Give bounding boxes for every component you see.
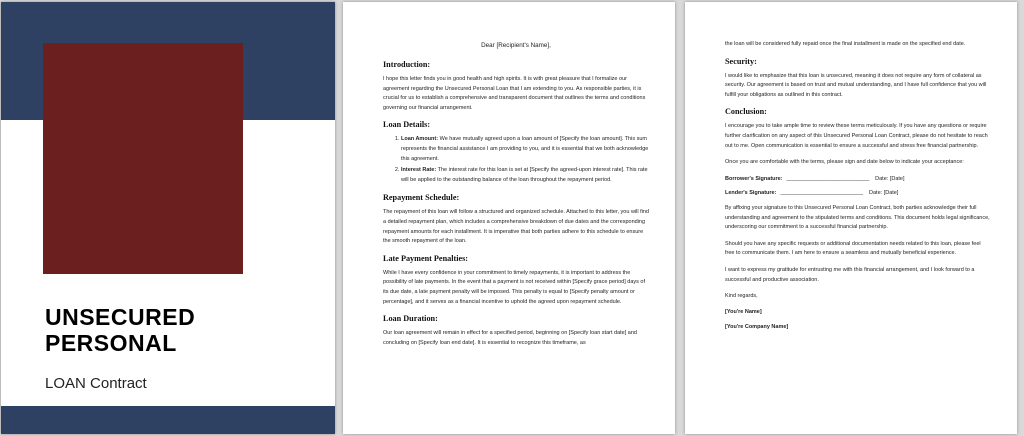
cover-color-block (43, 43, 243, 274)
sender-name-text: [You're Name] (725, 308, 762, 315)
cover-subtitle: LOAN Contract (45, 375, 147, 392)
sender-name (725, 308, 991, 318)
lender-signature-label: Lender's Signature: (725, 190, 777, 197)
conclusion-heading: Conclusion: (725, 107, 767, 117)
lender-signature-row (725, 189, 991, 199)
borrower-signature-row (725, 175, 991, 185)
intro-heading: Introduction: (383, 60, 431, 69)
cover-title-line-1: UNSECURED (45, 304, 196, 330)
interest-rate-label: Interest Rate: (401, 167, 437, 174)
lender-date: Date: [Date] (869, 190, 899, 197)
continued-paragraph: the loan will be considered fully repaid once the final installment is made on the specified end date. (725, 41, 966, 47)
kind-regards: Kind regards, (725, 293, 758, 300)
loan-amount-text: We have mutually agreed upon a loan amount of [Specify the loan amount]. This sum represents the financial assistance I am providing to you, and it is essential that we both acknowledge this agreement. (401, 136, 649, 162)
borrower-date: Date: [Date] (875, 175, 905, 182)
security-paragraph: I would like to emphasize that this loan is unsecured, meaning it does not require any form of collateral as security. Our agreement is based on trust and mutual understanding, and I have full confidence that you will fulfill your obligations as outlined in this contract. (725, 72, 987, 98)
interest-rate-text: The interest rate for this loan is set at [Specify the agreed-upon interest rate]. This rate will be applied to the outstanding balance of the loan throughout the repayment period. (401, 167, 648, 183)
list-item (401, 166, 649, 185)
sender-company (725, 323, 991, 333)
repayment-heading: Repayment Schedule: (383, 193, 460, 203)
cover-title (45, 304, 325, 356)
list-item (401, 135, 649, 164)
affix-paragraph: By affixing your signature to this Unsecured Personal Loan Contract, both parties acknowledge their full understanding and agreement to the stipulated terms and conditions. This document holds legal significance, underscoring our commitment to a successful financial partnership. (725, 204, 990, 231)
cover-bottom-band (1, 406, 335, 434)
letter-page-1 (343, 2, 675, 434)
lender-signature-line: ___________________________ (780, 190, 864, 197)
late-penalties-heading: Late Payment Penalties: (383, 253, 469, 263)
loan-duration-heading: Loan Duration: (383, 314, 438, 324)
repayment-paragraph: The repayment of this loan will follow a structured and organized schedule. Attached to this letter, you will find a detailed repayment plan, which includes a comprehensive breakdown of due dates and the corresponding repayment amounts for each installment. It is imperative that both parties adhere to this schedule to ensure the smooth repayment of the loan. (383, 209, 649, 245)
conclusion-paragraph: I encourage you to take ample time to review these terms meticulously. If you have any questions or require further clarification on any aspect of this Unsecured Personal Loan Contract, please do not hesitate to reach out to me. Open communication is essential to ensure a successful and stress free financial partnership. (725, 123, 988, 149)
borrower-signature-label: Borrower's Signature: (725, 175, 783, 182)
intro-paragraph: I hope this letter finds you in good health and high spirits. It is with great pleasure that I formalize our agreement regarding the Unsecured Personal Loan that I am extending to you. As responsible parties, it is crucial for us to establish a comprehensive and transparent document that outlines the terms and conditions governing our financial arrangement. (383, 76, 646, 111)
cover-page (1, 2, 335, 434)
letter-page-2 (685, 2, 1017, 434)
borrower-signature-line: ___________________________ (786, 175, 870, 182)
salutation: Dear [Recipient's Name], (481, 42, 551, 49)
loan-duration-paragraph: Our loan agreement will remain in effect for a specified period, beginning on [Specify loan start date] and concluding on [Specify loan end date]. It is essential to recognize this timeframe, as (383, 330, 637, 346)
loan-amount-label: Loan Amount: (401, 136, 439, 143)
loan-details-heading: Loan Details: (383, 120, 431, 130)
loan-details-list (383, 135, 649, 185)
cover-title-line-2: PERSONAL (45, 330, 177, 356)
sign-prompt: Once you are comfortable with the terms, please sign and date below to indicate your acceptance: (725, 159, 964, 166)
sender-company-text: [You're Company Name] (725, 324, 789, 331)
security-heading: Security: (725, 56, 757, 66)
documentation-paragraph: Should you have any specific requests or additional documentation needs related to this loan, please feel free to communicate them. I am here to ensure a seamless and mutually beneficial experience. (725, 240, 981, 257)
late-penalties-paragraph: While I have every confidence in your commitment to timely repayments, it is important to address the possibility of late payments. In the event that a payment is not received within [Specify grace period] days of its due date, a late payment penalty will be imposed. This penalty is equal to [Specify penalty amount or percentage], and it serves as a financial incentive to uphold the agreed upon repayment schedule. (383, 269, 646, 305)
gratitude-paragraph: I want to express my gratitude for entrusting me with this financial arrangement, and I look forward to a successful and productive association. (725, 266, 975, 283)
